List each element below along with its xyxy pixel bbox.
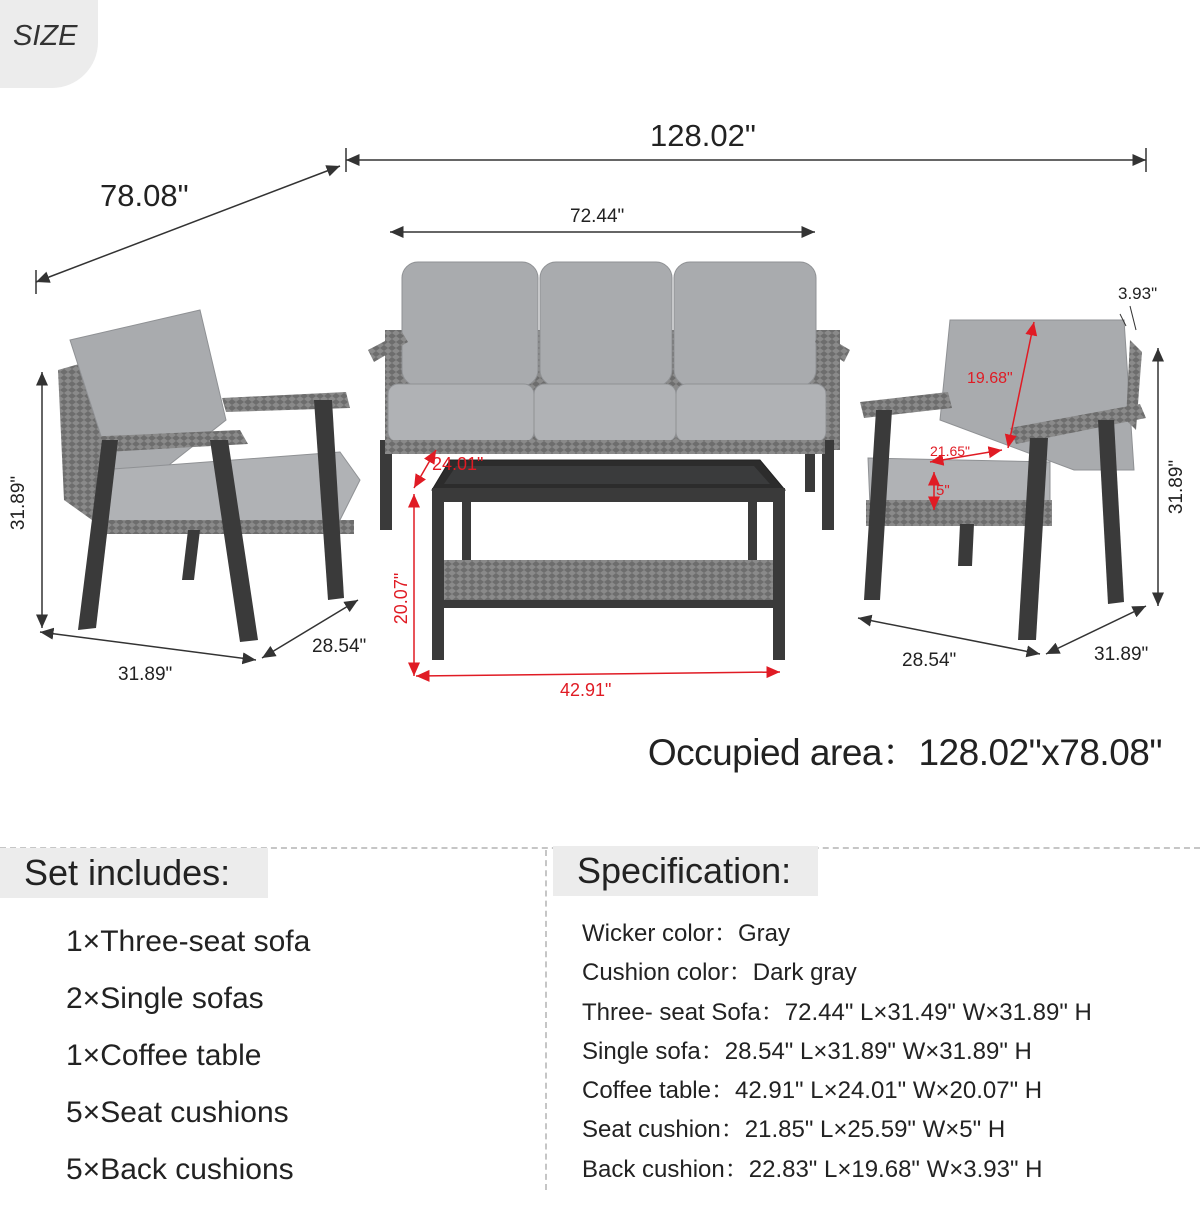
table-length-label: 42.91" <box>560 680 612 700</box>
overall-width-label: 128.02" <box>650 118 756 153</box>
seat-cushion-width-label: 21.65" <box>930 443 971 459</box>
right-single-chair <box>860 320 1146 640</box>
size-tab-label: SIZE <box>13 20 78 52</box>
spec-row: Single sofa：28.54" L×31.89" W×31.89" H <box>582 1037 1032 1065</box>
table-width-label: 24.01" <box>432 454 484 474</box>
left-chair-height-label: 31.89" <box>8 475 30 531</box>
specification-heading <box>553 846 818 896</box>
set-includes-heading-text: Set includes: <box>24 852 231 893</box>
spec-row: Seat cushion：21.85" L×25.59" W×5" H <box>582 1116 1006 1144</box>
list-item: 5×Seat cushions <box>66 1096 289 1129</box>
overall-depth-label: 78.08" <box>100 178 189 213</box>
seat-cushion-thickness-label: 5" <box>936 482 950 499</box>
spec-row: Back cushion：22.83" L×19.68" W×3.93" H <box>582 1155 1043 1183</box>
right-chair-height-label: 31.89" <box>1166 459 1188 515</box>
list-item: 1×Coffee table <box>66 1039 262 1072</box>
specification-heading-text: Specification: <box>577 850 792 891</box>
coffee-table <box>432 460 785 660</box>
set-includes-list <box>66 920 310 1205</box>
right-chair-width-label: 31.89" <box>1094 644 1149 665</box>
sofa-width-label: 72.44" <box>570 206 625 227</box>
set-includes-heading <box>0 848 268 898</box>
spec-row: Three- seat Sofa：72.44" L×31.49" W×31.89" H <box>582 998 1092 1026</box>
specification-list <box>582 914 1092 1189</box>
spec-row: Cushion color：Dark gray <box>582 959 857 987</box>
spec-row: Coffee table：42.91" L×24.01" W×20.07" H <box>582 1077 1043 1105</box>
vertical-divider <box>545 850 547 1190</box>
list-item: 2×Single sofas <box>66 982 264 1015</box>
spec-row: Wicker color：Gray <box>582 920 791 947</box>
occupied-area-text: Occupied area：128.02"x78.08" <box>647 732 1162 773</box>
back-cushion-thickness-label: 3.93" <box>1118 284 1158 303</box>
left-chair-depth-label: 28.54" <box>312 636 367 657</box>
list-item: 1×Three-seat sofa <box>66 925 311 958</box>
left-chair-width-label: 31.89" <box>118 664 173 685</box>
back-cushion-height-label: 19.68" <box>967 370 1013 387</box>
right-chair-depth-label: 28.54" <box>902 650 957 671</box>
list-item: 5×Back cushions <box>66 1153 294 1186</box>
left-single-chair <box>58 310 360 642</box>
table-height-label: 20.07" <box>391 572 412 625</box>
